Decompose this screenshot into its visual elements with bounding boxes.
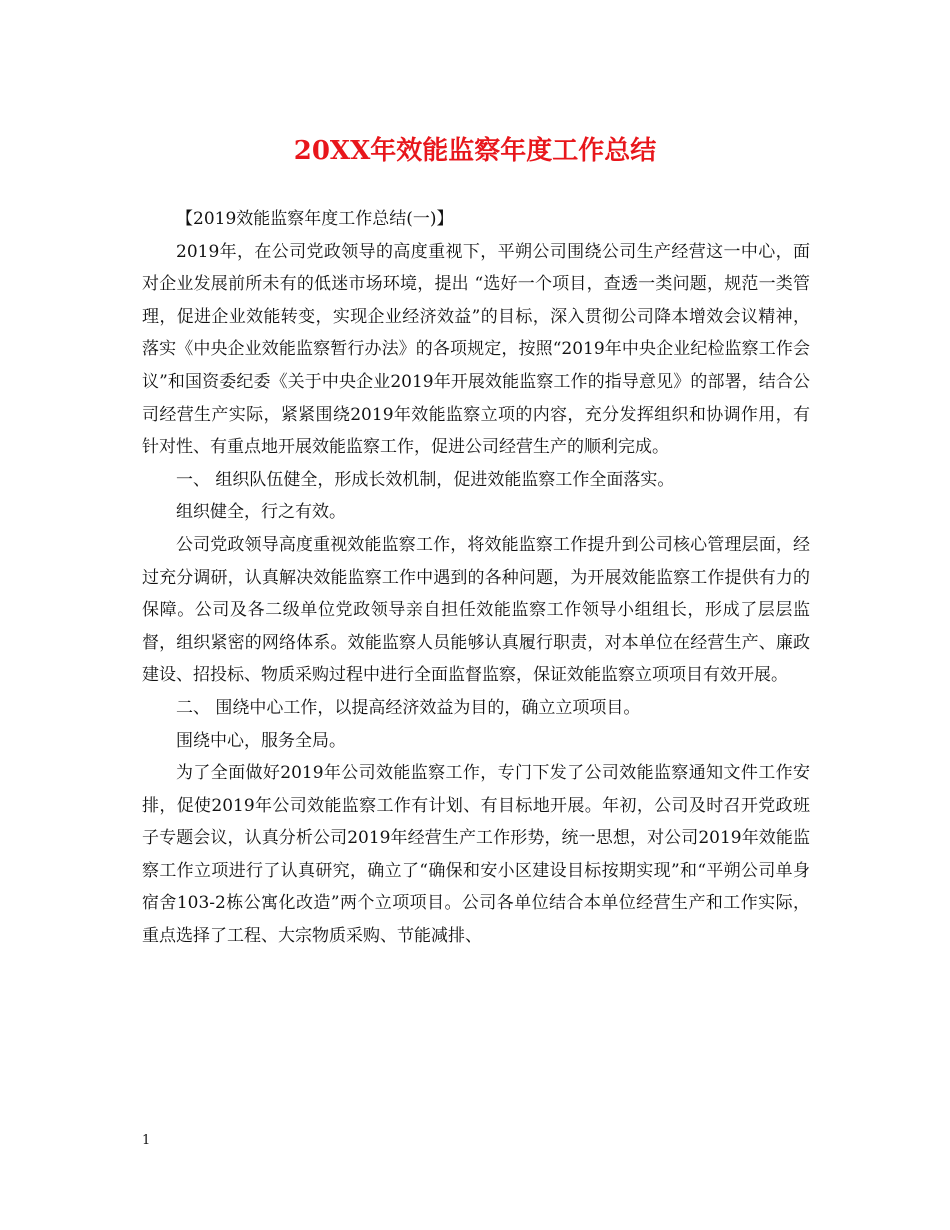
- paragraph: 2019年，在公司党政领导的高度重视下，平朔公司围绕公司生产经营这一中心，面对企业发展前所未有的低迷市场环境，提出 “选好一个项目，查透一类问题，规范一类管理，促进企业效能转变，实现企业经济效益”的目标，深入贯彻公司降本增效会议精神，落实《中央企业效能监察暂行办法》的各项规定，按照“2019年中央企业纪检监察工作会议”和国资委纪委《关于中央企业2019年开展效能监察工作的指导意见》的部署，结合公司经营生产实际，紧紧围绕2019年效能监察立项的内容，充分发挥组织和协调作用，有针对性、有重点地开展效能监察工作，促进公司经营生产的顺利完成。: [142, 241, 810, 458]
- paragraph: 围绕中心，服务全局。: [176, 730, 346, 751]
- document-body: [142, 203, 810, 953]
- page-number: 1: [142, 1133, 151, 1148]
- section-heading: 【2019效能监察年度工作总结(一)】: [176, 209, 454, 229]
- paragraph: 为了全面做好2019年公司效能监察工作，专门下发了公司效能监察通知文件工作安排，促使2019年公司效能监察工作有计划、有目标地开展。年初，公司及时召开党政班子专题会议，认真分析公司2019年经营生产工作形势，统一思想，对公司2019年效能监察工作立项进行了认真研究，确立了“确保和安小区建设目标按期实现”和“平朔公司单身宿舍103-2栋公寓化改造”两个立项项目。公司各单位结合本单位经营生产和工作实际，重点选择了工程、大宗物质采购、节能减排、: [142, 763, 810, 947]
- paragraph: 公司党政领导高度重视效能监察工作，将效能监察工作提升到公司核心管理层面，经过充分调研，认真解决效能监察工作中遇到的各种问题，为开展效能监察工作提供有力的保障。公司及各二级单位党政领导亲自担任效能监察工作领导小组组长，形成了层层监督，组织紧密的网络体系。效能监察人员能够认真履行职责，对本单位在经营生产、廉政建设、招投标、物质采购过程中进行全面监督监察，保证效能监察立项项目有效开展。: [142, 534, 810, 686]
- document-title: 20XX年效能监察年度工作总结: [293, 136, 657, 166]
- paragraph: 组织健全，行之有效。: [176, 502, 346, 523]
- section-heading: 一、 组织队伍健全，形成长效机制，促进效能监察工作全面落实。: [176, 469, 675, 490]
- section-heading: 二、 围绕中心工作，以提高经济效益为目的，确立立项项目。: [176, 697, 641, 718]
